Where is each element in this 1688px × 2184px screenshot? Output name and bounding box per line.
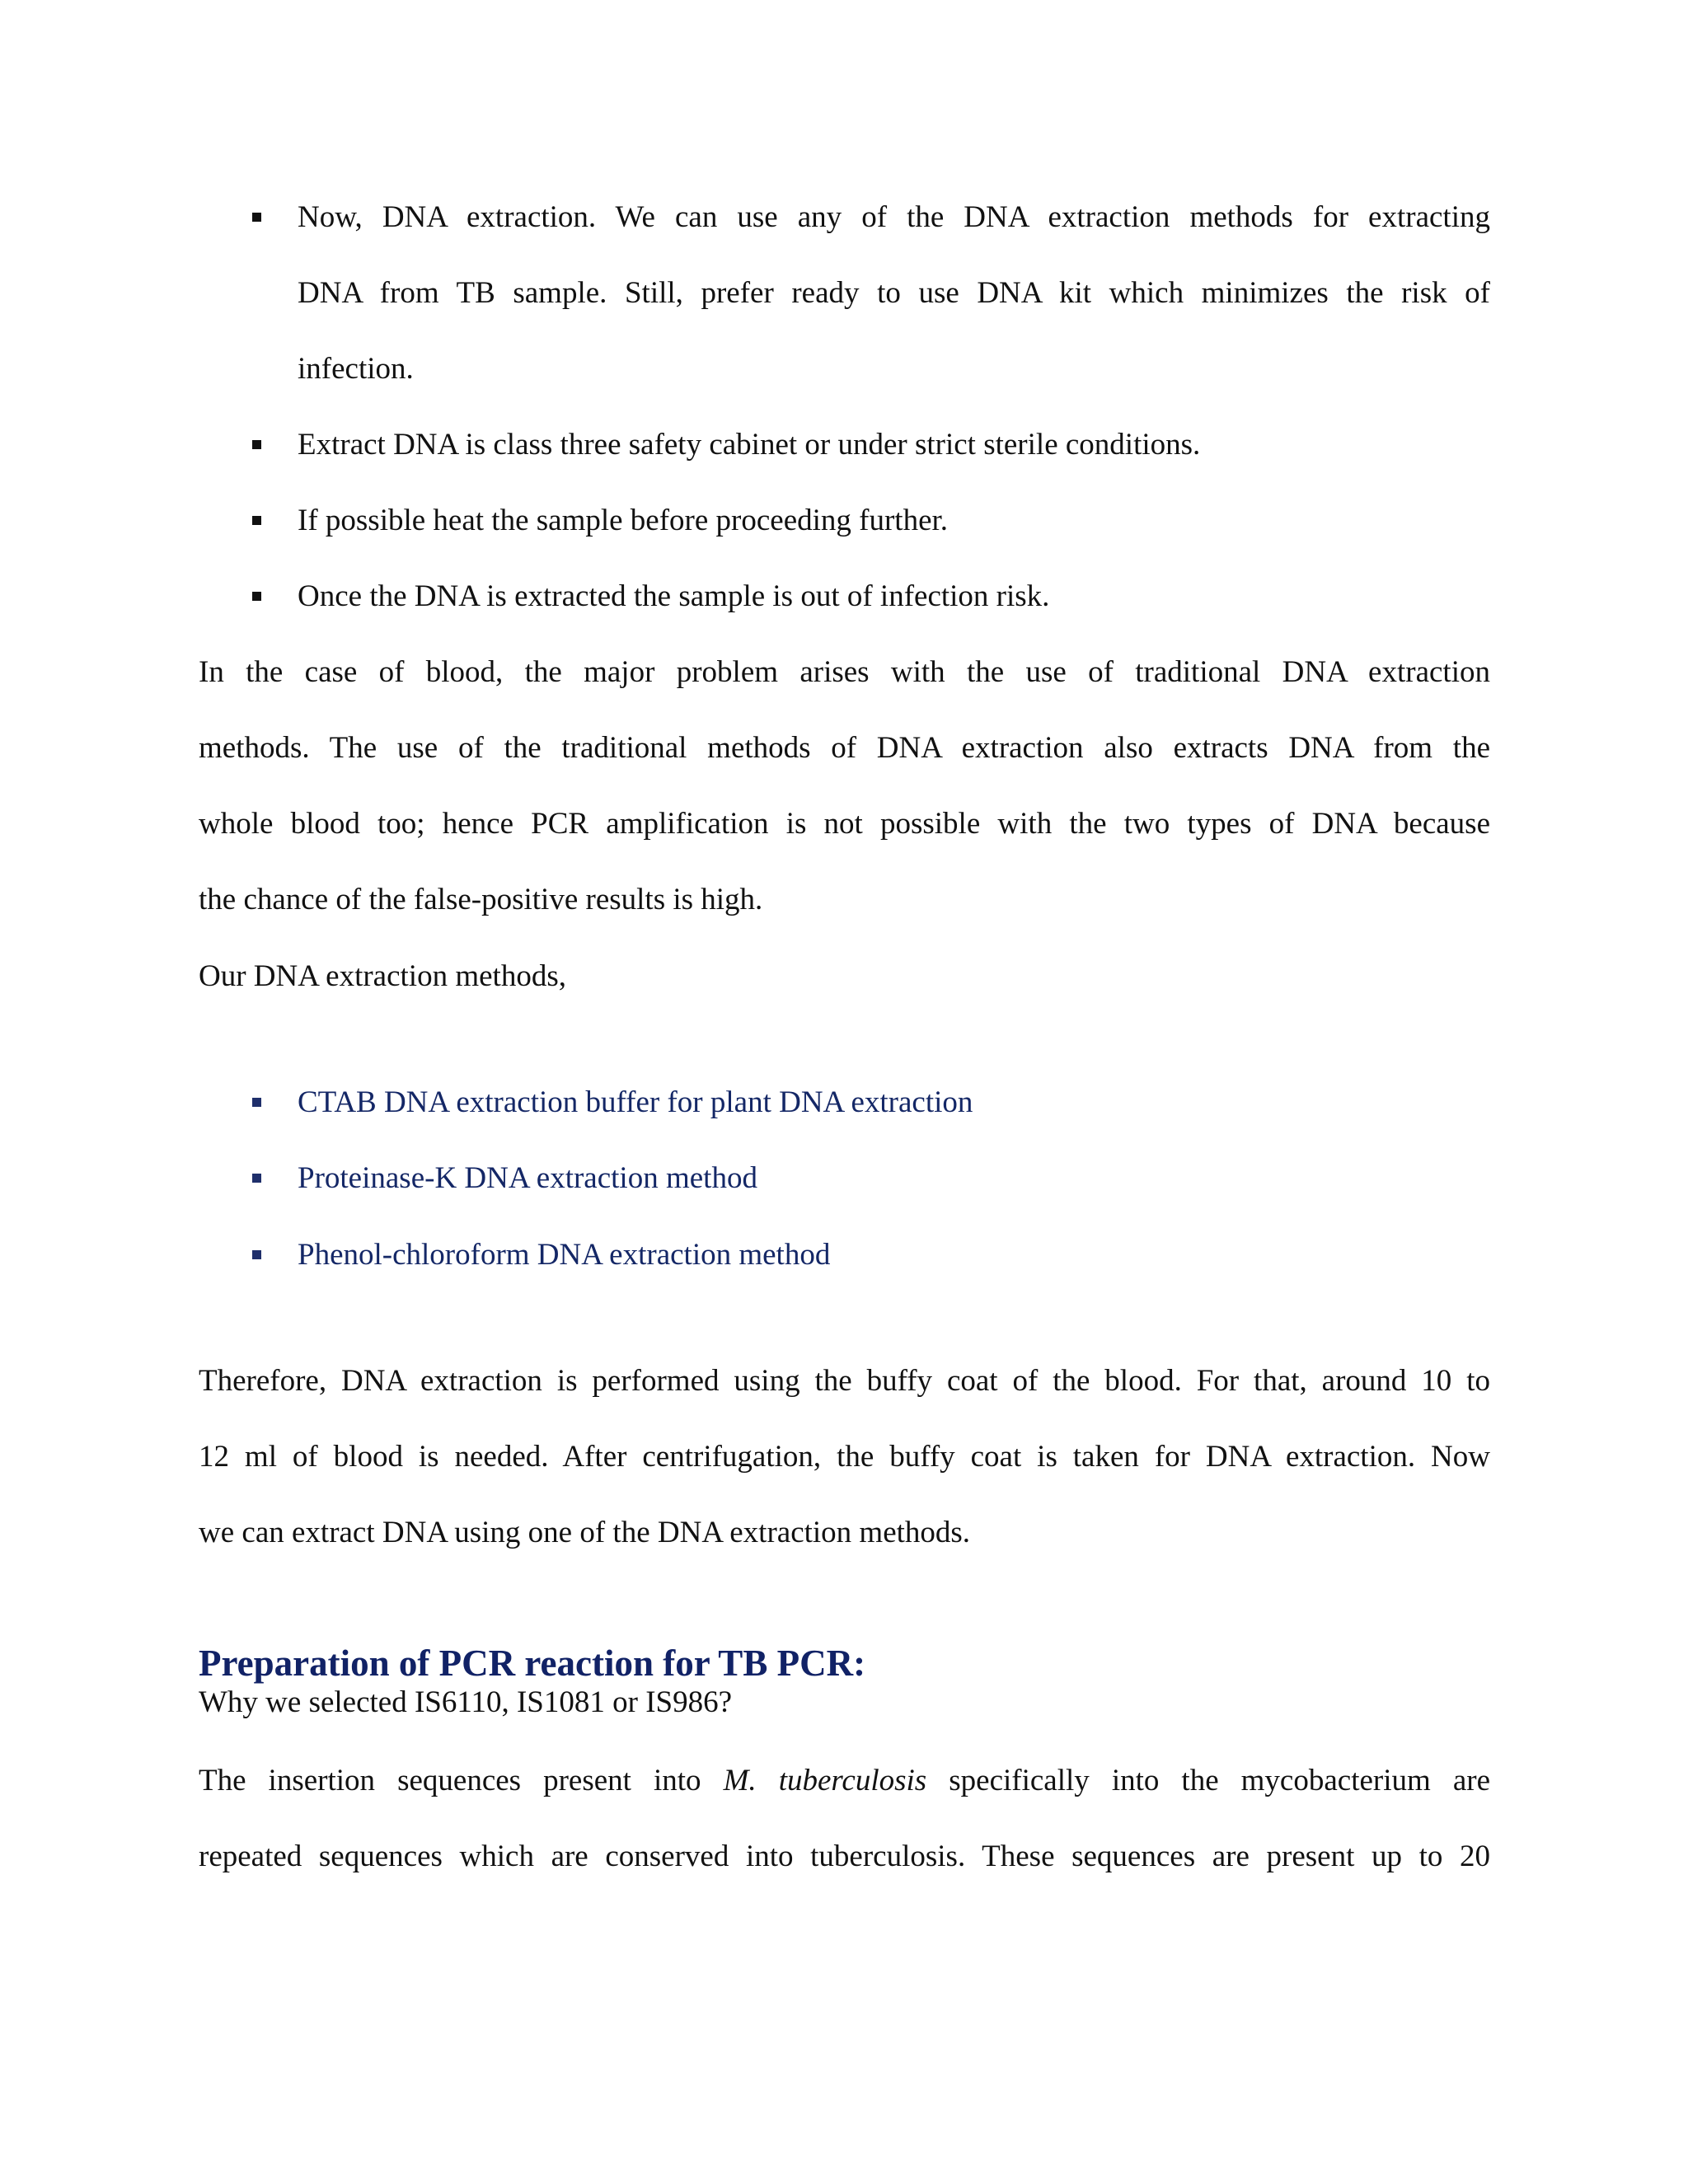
bullet-marker	[252, 213, 261, 222]
bullet-2-text: Extract DNA is class three safety cabinet or under strict sterile conditions.	[298, 428, 1201, 462]
question-line: Why we selected IS6110, IS1081 or IS986?	[199, 1685, 733, 1719]
bullet-1-line-3: infection.	[298, 352, 414, 386]
bullet-marker	[252, 1174, 261, 1183]
buffy-paragraph-line-3: we can extract DNA using one of the DNA extraction methods.	[199, 1516, 971, 1549]
buffy-paragraph-line-2: 12 ml of blood is needed. After centrifugation, the buffy coat is taken for DNA extraction. Now	[199, 1440, 1490, 1474]
methods-intro: Our DNA extraction methods,	[199, 959, 566, 993]
bullet-marker	[252, 1098, 261, 1107]
buffy-paragraph-line-1: Therefore, DNA extraction is performed using the buffy coat of the blood. For that, around 10 to	[199, 1364, 1490, 1398]
blood-paragraph-line-3: whole blood too; hence PCR amplification is not possible with the two types of DNA because	[199, 807, 1490, 841]
insertion-text-before: The insertion sequences present into	[199, 1764, 724, 1797]
species-name: M. tuberculosis	[723, 1764, 927, 1797]
bullet-marker	[252, 592, 261, 601]
blood-paragraph-line-2: methods. The use of the traditional methods of DNA extraction also extracts DNA from the	[199, 731, 1490, 765]
bullet-3-text: If possible heat the sample before proceeding further.	[298, 504, 949, 537]
insertion-paragraph-line-2: repeated sequences which are conserved into tuberculosis. These sequences are present up to 20	[199, 1840, 1490, 1873]
bullet-marker	[252, 1250, 261, 1259]
blood-paragraph-line-1: In the case of blood, the major problem arises with the use of traditional DNA extraction	[199, 655, 1490, 689]
insertion-text-after: specifically into the mycobacterium are	[926, 1764, 1490, 1797]
method-link-phenol-chloroform[interactable]: Phenol-chloroform DNA extraction method	[298, 1238, 831, 1272]
bullet-1-line-2: DNA from TB sample. Still, prefer ready to use DNA kit which minimizes the risk of	[298, 276, 1490, 310]
method-link-ctab[interactable]: CTAB DNA extraction buffer for plant DNA extraction	[298, 1085, 973, 1119]
blood-paragraph-line-4: the chance of the false-positive results is high.	[199, 883, 763, 916]
bullet-marker	[252, 516, 261, 525]
bullet-marker	[252, 440, 261, 449]
insertion-paragraph-line-1	[199, 1762, 1490, 1800]
section-heading: Preparation of PCR reaction for TB PCR:	[199, 1643, 866, 1684]
bullet-1-line-1: Now, DNA extraction. We can use any of the DNA extraction methods for extracting	[298, 200, 1490, 234]
method-link-proteinase-k[interactable]: Proteinase-K DNA extraction method	[298, 1161, 757, 1195]
bullet-4-text: Once the DNA is extracted the sample is out of infection risk.	[298, 579, 1050, 613]
